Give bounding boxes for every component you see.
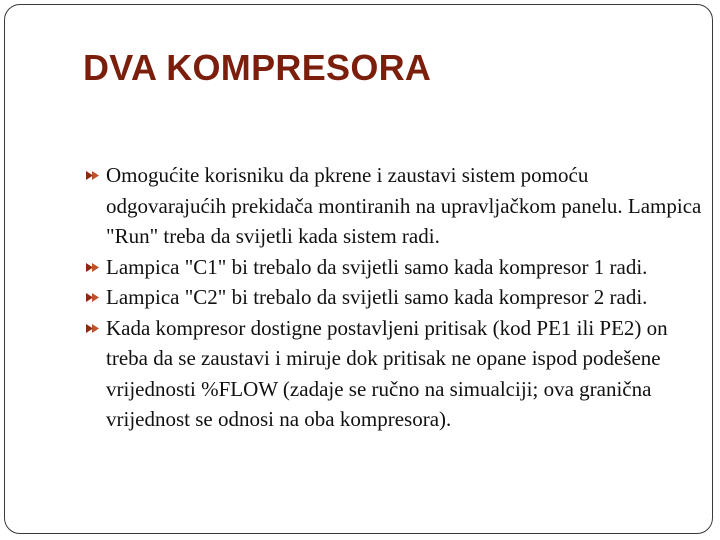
bullet-list — [84, 160, 704, 435]
bullet-text: Lampica "C1" bi trebalo da svijetli samo kada kompresor 1 radi. — [106, 254, 648, 279]
arrow-bullet-icon — [84, 291, 104, 304]
bullet-text: Lampica "C2" bi trebalo da svijetli samo kada kompresor 2 radi. — [106, 285, 648, 309]
slide-frame — [4, 4, 713, 534]
bullet-text: Kada kompresor dostigne postavljeni pritisak (kod PE1 ili PE2) on treba da se zaustavi i miruje dok pritisak ne opane ispod podešene vrijednosti %FLOW (zadaje se ručno na simualciji; ova granična vrijednost se odnosi na oba kompresora). — [106, 315, 668, 431]
bullet-text: Omogućite korisniku da pkrene i zaustavi sistem pomoću odgovarajućih prekidača montiranih na upravljačkom panelu. Lampica "Run" treba da svijetli kada sistem radi. — [106, 163, 702, 248]
bullet-item — [84, 160, 704, 252]
arrow-bullet-icon — [84, 322, 104, 335]
bullet-item — [84, 282, 704, 313]
arrow-bullet-icon — [84, 169, 104, 182]
bullet-item — [84, 252, 704, 283]
arrow-bullet-icon — [84, 261, 104, 274]
bullet-item — [84, 313, 704, 435]
slide-title: DVA KOMPRESORA — [83, 47, 432, 88]
